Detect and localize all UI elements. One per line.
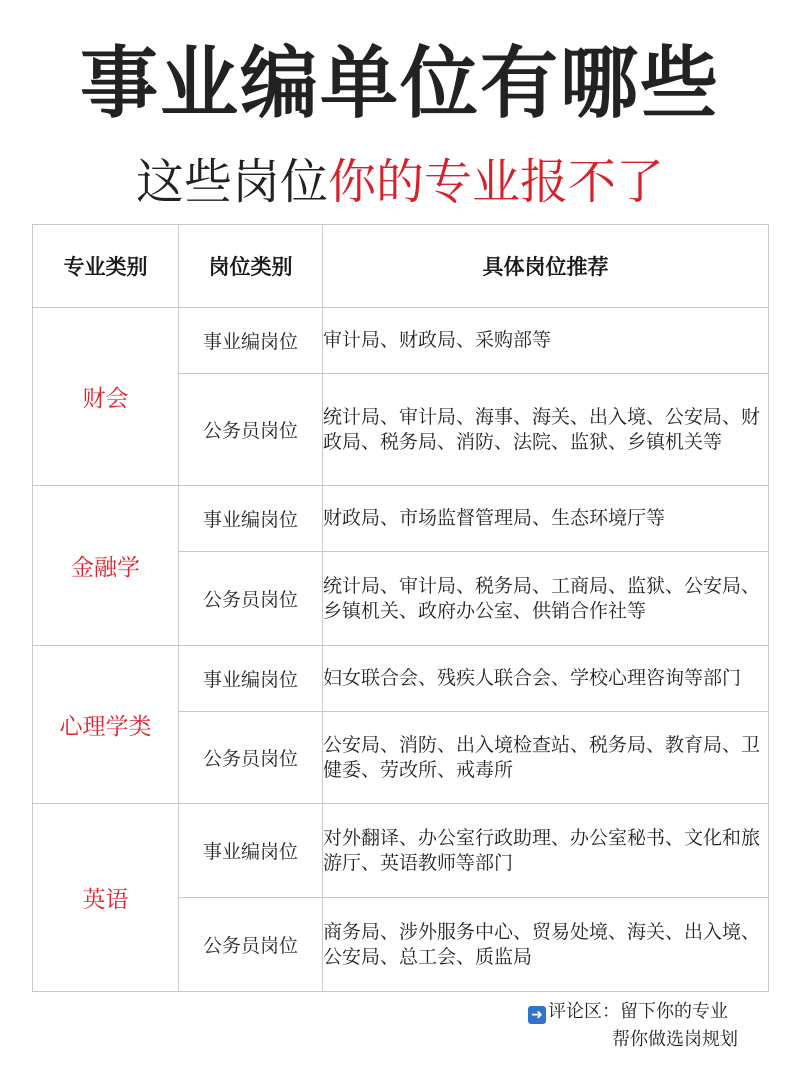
position-detail-cell: 审计局、财政局、采购部等 [323,308,769,374]
footer-text-1: 评论区：留下你的专业 [548,1001,728,1022]
footer-note [528,998,738,1054]
header-position-detail: 具体岗位推荐 [323,225,769,308]
position-detail-cell: 商务局、涉外服务中心、贸易处境、海关、出入境、公安局、总工会、质监局 [323,898,769,992]
position-detail-cell: 公安局、消防、出入境检查站、税务局、教育局、卫健委、劳改所、戒毒所 [323,712,769,804]
table-row [33,646,769,712]
position-detail-cell: 对外翻译、办公室行政助理、办公室秘书、文化和旅游厅、英语教师等部门 [323,804,769,898]
job-table [32,224,769,992]
position-type-cell: 公务员岗位 [179,712,323,804]
position-type-cell: 公务员岗位 [179,374,323,486]
header-position-type: 岗位类别 [179,225,323,308]
subtitle-part-red: 你的专业报不了 [328,154,665,210]
right-arrow-icon: ➜ [528,1006,546,1024]
position-detail-cell: 财政局、市场监督管理局、生态环境厅等 [323,486,769,552]
major-cell: 英语 [33,804,179,992]
position-detail-cell: 妇女联合会、残疾人联合会、学校心理咨询等部门 [323,646,769,712]
position-type-cell: 事业编岗位 [179,646,323,712]
page-subtitle [0,152,800,212]
position-type-cell: 事业编岗位 [179,804,323,898]
major-cell: 金融学 [33,486,179,646]
position-type-cell: 公务员岗位 [179,898,323,992]
position-detail-cell: 统计局、审计局、海事、海关、出入境、公安局、财政局、税务局、消防、法院、监狱、乡镇机关等 [323,374,769,486]
position-type-cell: 事业编岗位 [179,486,323,552]
table-row [33,486,769,552]
header-major: 专业类别 [33,225,179,308]
subtitle-part-black: 这些岗位 [135,154,328,210]
table-row [33,308,769,374]
footer-line-2: 帮你做选岗规划 [612,1029,738,1050]
page-title: 事业编单位有哪些 [79,39,720,129]
table-row [33,804,769,898]
footer-line-1 [528,998,738,1026]
position-detail-cell: 统计局、审计局、税务局、工商局、监狱、公安局、乡镇机关、政府办公室、供销合作社等 [323,552,769,646]
major-cell: 心理学类 [33,646,179,804]
position-type-cell: 事业编岗位 [179,308,323,374]
position-type-cell: 公务员岗位 [179,552,323,646]
major-cell: 财会 [33,308,179,486]
table-header-row [33,225,769,308]
